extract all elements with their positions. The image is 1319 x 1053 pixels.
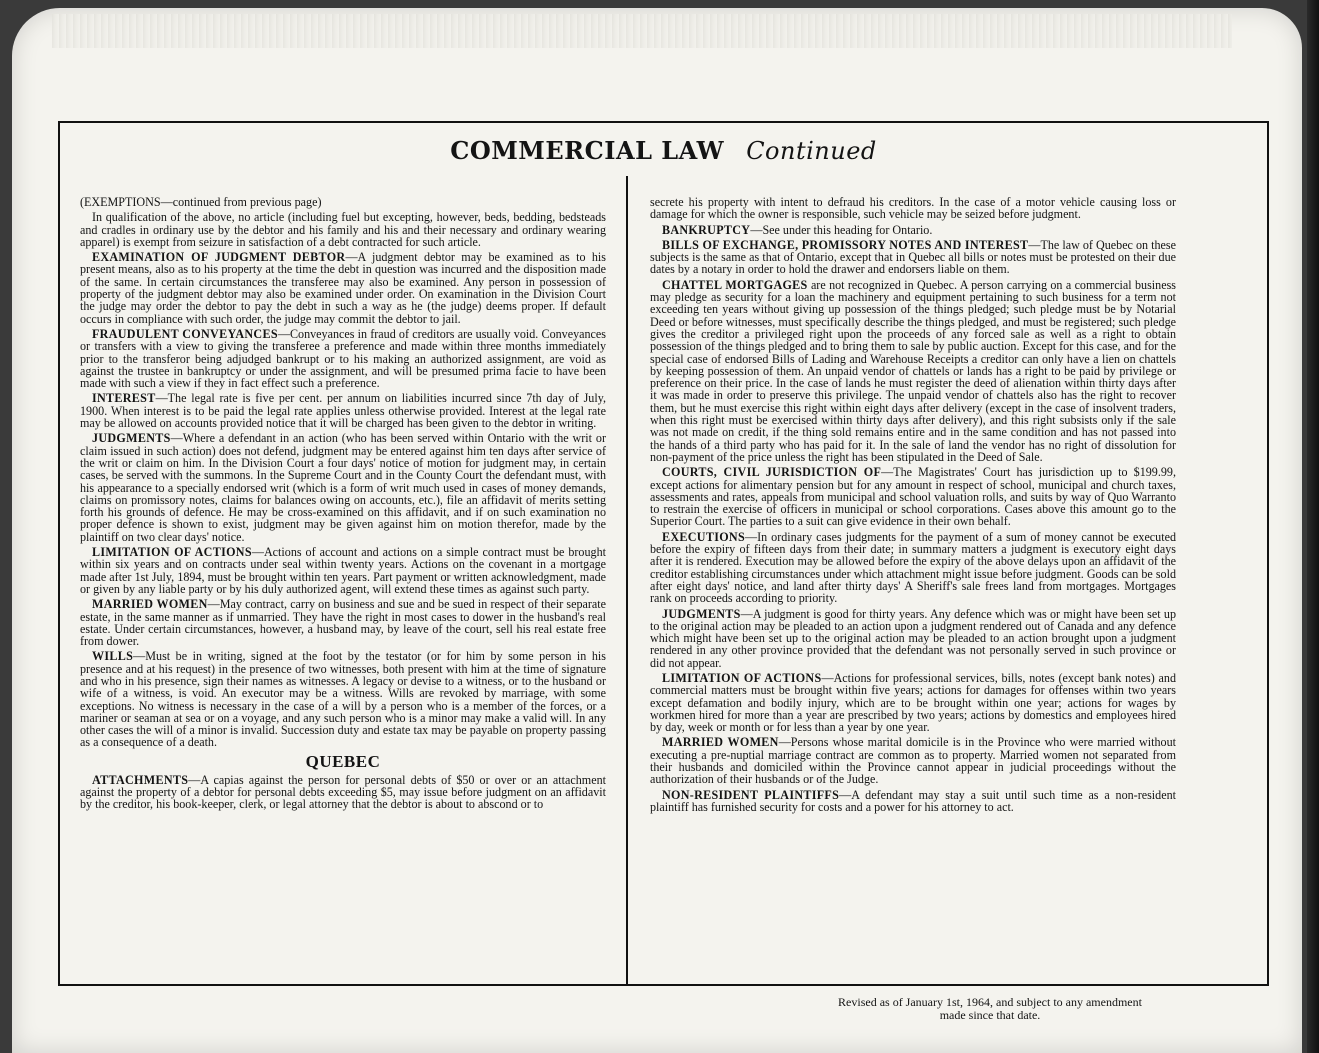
entry-text: —In ordinary cases judgments for the payment of a sum of money cannot be executed before the expiry of fifteen days from their date; in summary matters a judgment is executory eight days after it is rendered. Execution may be allowed before the expiry of the above delays upon an affidavit of the creditor establishing circumstances under which attachment might issue before judgment. Goods can be sold after eight days' notice, and land after thirty days' A Sheriff's sale frees land from mortgages. Mortgages rank on proceeds according to priority. <box>650 529 1176 606</box>
entry-paragraph <box>650 736 1176 785</box>
entry-text: —The Magistrates' Court has jurisdiction up to $199.99, except actions for alimentary pension but for any amount in respect of school, municipal and church taxes, assessments and rates, appeals from municipal and school valuation rolls, and suits by way of Quo Warranto to restrain the exercise of officers in municipal or school corporations. Cases above this amount go to the Superior Court. The parties to a suit can give evidence in their own behalf. <box>650 465 1176 529</box>
entry-paragraph <box>80 328 606 389</box>
entry-heading: BILLS OF EXCHANGE, PROMISSORY NOTES AND INTEREST <box>662 237 1029 252</box>
entry-text: are not recognized in Quebec. A person carrying on a commercial business may pledge as security for a loan the machinery and equipment pertaining to such business for a term not exceeding ten years without giving up possession of the things pledged; such pledge must be by Notarial Deed or before witnesses, must specifically describe the things pledged, and must be registered; such pledge gives the creditor a privileged right upon the proceeds of any forced sale as well as a right to obtain possession of the things pledged and to bring them to sale by public auction. Except for this case, and for the special case of endorsed Bills of Lading and Warehouse Receipts a creditor can only have a lien on chattels by keeping possession of them. An unpaid vendor of chattels or lands has a right to be paid by privilege or preference on their price. In the case of lands he must register the deed of alienation within thirty days after it was made in order to preserve this privilege. The unpaid vendor of chattels also has the right to recover them, but he must exercise this right within eight days after delivery (except in the case of insolvent traders, when this right must be exercised within thirty days after delivery), and this right subsists only if the sale was not made on credit, if the thing sold remains entire and in the same condition and has not passed into the hands of a third party who has paid for it. In the sale of land the vendor has no right of dissolution for non-payment of the price unless the right has been stipulated in the Deed of Sale. <box>650 277 1176 464</box>
entry-heading: MARRIED WOMEN <box>662 735 779 750</box>
entry-paragraph <box>80 251 606 325</box>
left-column <box>80 196 606 814</box>
entry-text: —A judgment debtor may be examined as to his present means, also as to his property at the time the debt in question was incurred and the disposition made of the same. In certain circumstances the transferee may also be examined. Any person in possession of property of the judgment debtor may also be examined under order. On examination in the Division Court the judge may order the debtor to pay the debt in such a way as he (the judge) deems proper. If default occurs in compliance with such order, the judge may commit the debtor to jail. <box>80 250 606 326</box>
entry-text: —Persons whose marital domicile is in the Province who were married without executing a pre-nuptial marriage contract are common as to property. Married women not separated from their husbands and domiciled within the Province cannot appear in judicial proceedings without the authorization of their husbands or of the Judge. <box>650 735 1176 787</box>
entry-text: —A defendant may stay a suit until such time as a non-resident plaintiff has furnished security for costs and a power for his attorney to act. <box>650 787 1176 814</box>
entry-text: —Where a defendant in an action (who has been served within Ontario with the writ or claim issued in such action) does not defend, judgment may be entered against him ten days after service of the writ or claim on him. In the Division Court a four days' notice of motion for judgment may, in certain cases, be served with the summons. In the Supreme Court and in the County Court the defendant must, with his appearance to a specially endorsed writ (which is a form of writ much used in cases of money demands, claims on promissory notes, claims for balances owing on accounts, etc.), file an affidavit of merits setting forth his grounds of defence. He may be cross-examined on this affidavit, and if on such examination no proper defence is shown to exist, judgment may be given against him on motion therefor, made by the plaintiff on two clear days' notice. <box>80 431 606 544</box>
quebec-heading: QUEBEC <box>305 751 381 771</box>
entry-paragraph <box>80 546 606 595</box>
entry-paragraph <box>650 672 1176 733</box>
entry-text: —May contract, carry on business and sue and be sued in respect of their separate estate, in the same manner as if unmarried. They have the right in most cases to dower in the husband's real estate. Under certain circumstances, however, a husband may, by leave of the court, sell his real estate free from dower. <box>80 597 606 649</box>
entry-paragraph <box>650 239 1176 276</box>
entry-heading: INTEREST <box>92 391 156 406</box>
entry-text: —Conveyances in fraud of creditors are usually void. Conveyances or transfers with a view to giving the transferee a preference and made within three months immediately prior to the transferor being adjudged bankrupt or to his making an authorized assignment, are void as against the trustee in bankruptcy or under the assignment, and will be presumed prima facie to have been made with such a view if they in fact effect such a preference. <box>80 326 606 391</box>
entry-text: —See under this heading for Ontario. <box>750 222 933 237</box>
revision-line-2: made since that date. <box>939 1008 1041 1022</box>
entry-paragraph <box>80 392 606 429</box>
entry-paragraph <box>80 650 606 748</box>
title-continued: Continued <box>746 137 877 165</box>
entry-heading: JUDGMENTS <box>662 606 741 621</box>
entry-heading: LIMITATION OF ACTIONS <box>662 670 822 685</box>
entry-paragraph <box>80 598 606 647</box>
column-divider <box>626 176 628 984</box>
entry-heading: BANKRUPTCY <box>662 222 751 237</box>
entry-heading: LIMITATION OF ACTIONS <box>92 545 252 560</box>
title-main: COMMERCIAL LAW <box>450 136 725 165</box>
entry-paragraph <box>650 224 1176 236</box>
entry-text: —Actions for professional services, bills, notes (except bank notes) and commercial matters must be brought within five years; actions for damages for offenses within two years except defamation and bodily injury, which are to be brought within one year; actions for wages by workmen hired for more than a year are prescribed by two years; actions by domestics and employees hired by day, week or month or for less than a year by one year. <box>650 670 1176 735</box>
attachments-paragraph <box>80 774 606 811</box>
binder-edge <box>1307 0 1319 1053</box>
entry-heading: EXECUTIONS <box>662 529 745 544</box>
entry-heading: COURTS, CIVIL JURISDICTION OF <box>662 465 882 480</box>
entry-heading: CHATTEL MORTGAGES <box>662 277 808 292</box>
entry-paragraph <box>650 466 1176 527</box>
entry-heading: JUDGMENTS <box>92 431 171 446</box>
entry-heading: FRAUDULENT CONVEYANCES <box>92 326 278 341</box>
entry-paragraph <box>80 432 606 543</box>
entry-heading: WILLS <box>92 649 134 664</box>
page-edge-shadow <box>52 14 1232 48</box>
entry-text: —The legal rate is five per cent. per annum on liabilities incurred since 7th day of July, 1900. When interest is to be paid the legal rate applies unless otherwise provided. Interest at the legal rate may be allowed on accounts provided notice that it will be charged has been given to the debtor in writing. <box>80 391 606 431</box>
exemptions-note: (EXEMPTIONS—continued from previous page) <box>80 195 322 209</box>
right-entries <box>650 224 1176 814</box>
revision-note <box>760 996 1220 1022</box>
entry-text: —The law of Quebec on these subjects is the same as that of Ontario, except that in Quebec all bills or notes must be protested on their due dates by a notary in order to hold the drawer and endorsers liable on them. <box>650 237 1176 277</box>
exemptions-paragraph: In qualification of the above, no article (including fuel but excepting, however, beds, bedding, bedsteads and cradles in ordinary use by the debtor and his family and his and their necessary and ordinary wearing apparel) is exempt from seizure in satisfaction of a debt contracted for such article. <box>80 210 606 249</box>
entry-paragraph <box>650 531 1176 605</box>
right-column <box>650 196 1176 816</box>
page-title <box>58 136 1269 165</box>
entry-text: —A capias against the person for personal debts of $50 or over or an attachment against the property of a debtor for personal debts exceeding $5, may issue before judgment on an affidavit by the creditor, his book-keeper, clerk, or legal attorney that the debtor is about to abscond or to <box>80 772 606 812</box>
entry-text: —Must be in writing, signed at the foot by the testator (or for him by some person in his presence and at his request) in the presence of two witnesses, both present with him at the time of signature and who in his presence, sign their names as witnesses. A legacy or devise to a witness, or to the husband or wife of a witness, is void. An executor may be a witness. Wills are revoked by marriage, with some exceptions. No witness is necessary in the case of a will by a person who is a member of the forces, or a mariner or seaman at sea or on a voyage, and any such person who is a minor may make a valid will. In any other cases the will of a minor is invalid. Succession duty and estate tax may be payable on property passing as a consequence of a death. <box>80 649 606 750</box>
entry-paragraph <box>650 789 1176 814</box>
left-entries <box>80 251 606 749</box>
entry-heading: NON-RESIDENT PLAINTIFFS <box>662 787 840 802</box>
entry-text: —Actions of account and actions on a simple contract must be brought within six years and on contracts under seal within twenty years. Actions on the covenant in a mortgage made after 1st July, 1894, must be brought within ten years. Part payment or written acknowledgment, made or given by any liable party or by his duly authorized agent, will extend these times as against such party. <box>80 545 606 596</box>
entry-heading: MARRIED WOMEN <box>92 597 208 612</box>
revision-line-1: Revised as of January 1st, 1964, and subject to any amendment <box>838 995 1142 1009</box>
entry-heading: EXAMINATION OF JUDGMENT DEBTOR <box>92 250 346 265</box>
continuation-paragraph: secrete his property with intent to defraud his creditors. In the case of a motor vehicle causing loss or damage for which the owner is responsible, such vehicle may be seized before judgment. <box>650 195 1176 222</box>
entry-text: —A judgment is good for thirty years. Any defence which was or might have been set up to the original action may be pleaded to an action upon a judgment rendered out of Canada and any defence which might have been set up to the original action may be pleaded to an action brought upon a judgment rendered in any other province provided that the defendant was not personally served in such province or did not appear. <box>650 606 1176 670</box>
entry-paragraph <box>650 608 1176 669</box>
entry-paragraph <box>650 279 1176 463</box>
entry-heading: ATTACHMENTS <box>92 772 189 787</box>
